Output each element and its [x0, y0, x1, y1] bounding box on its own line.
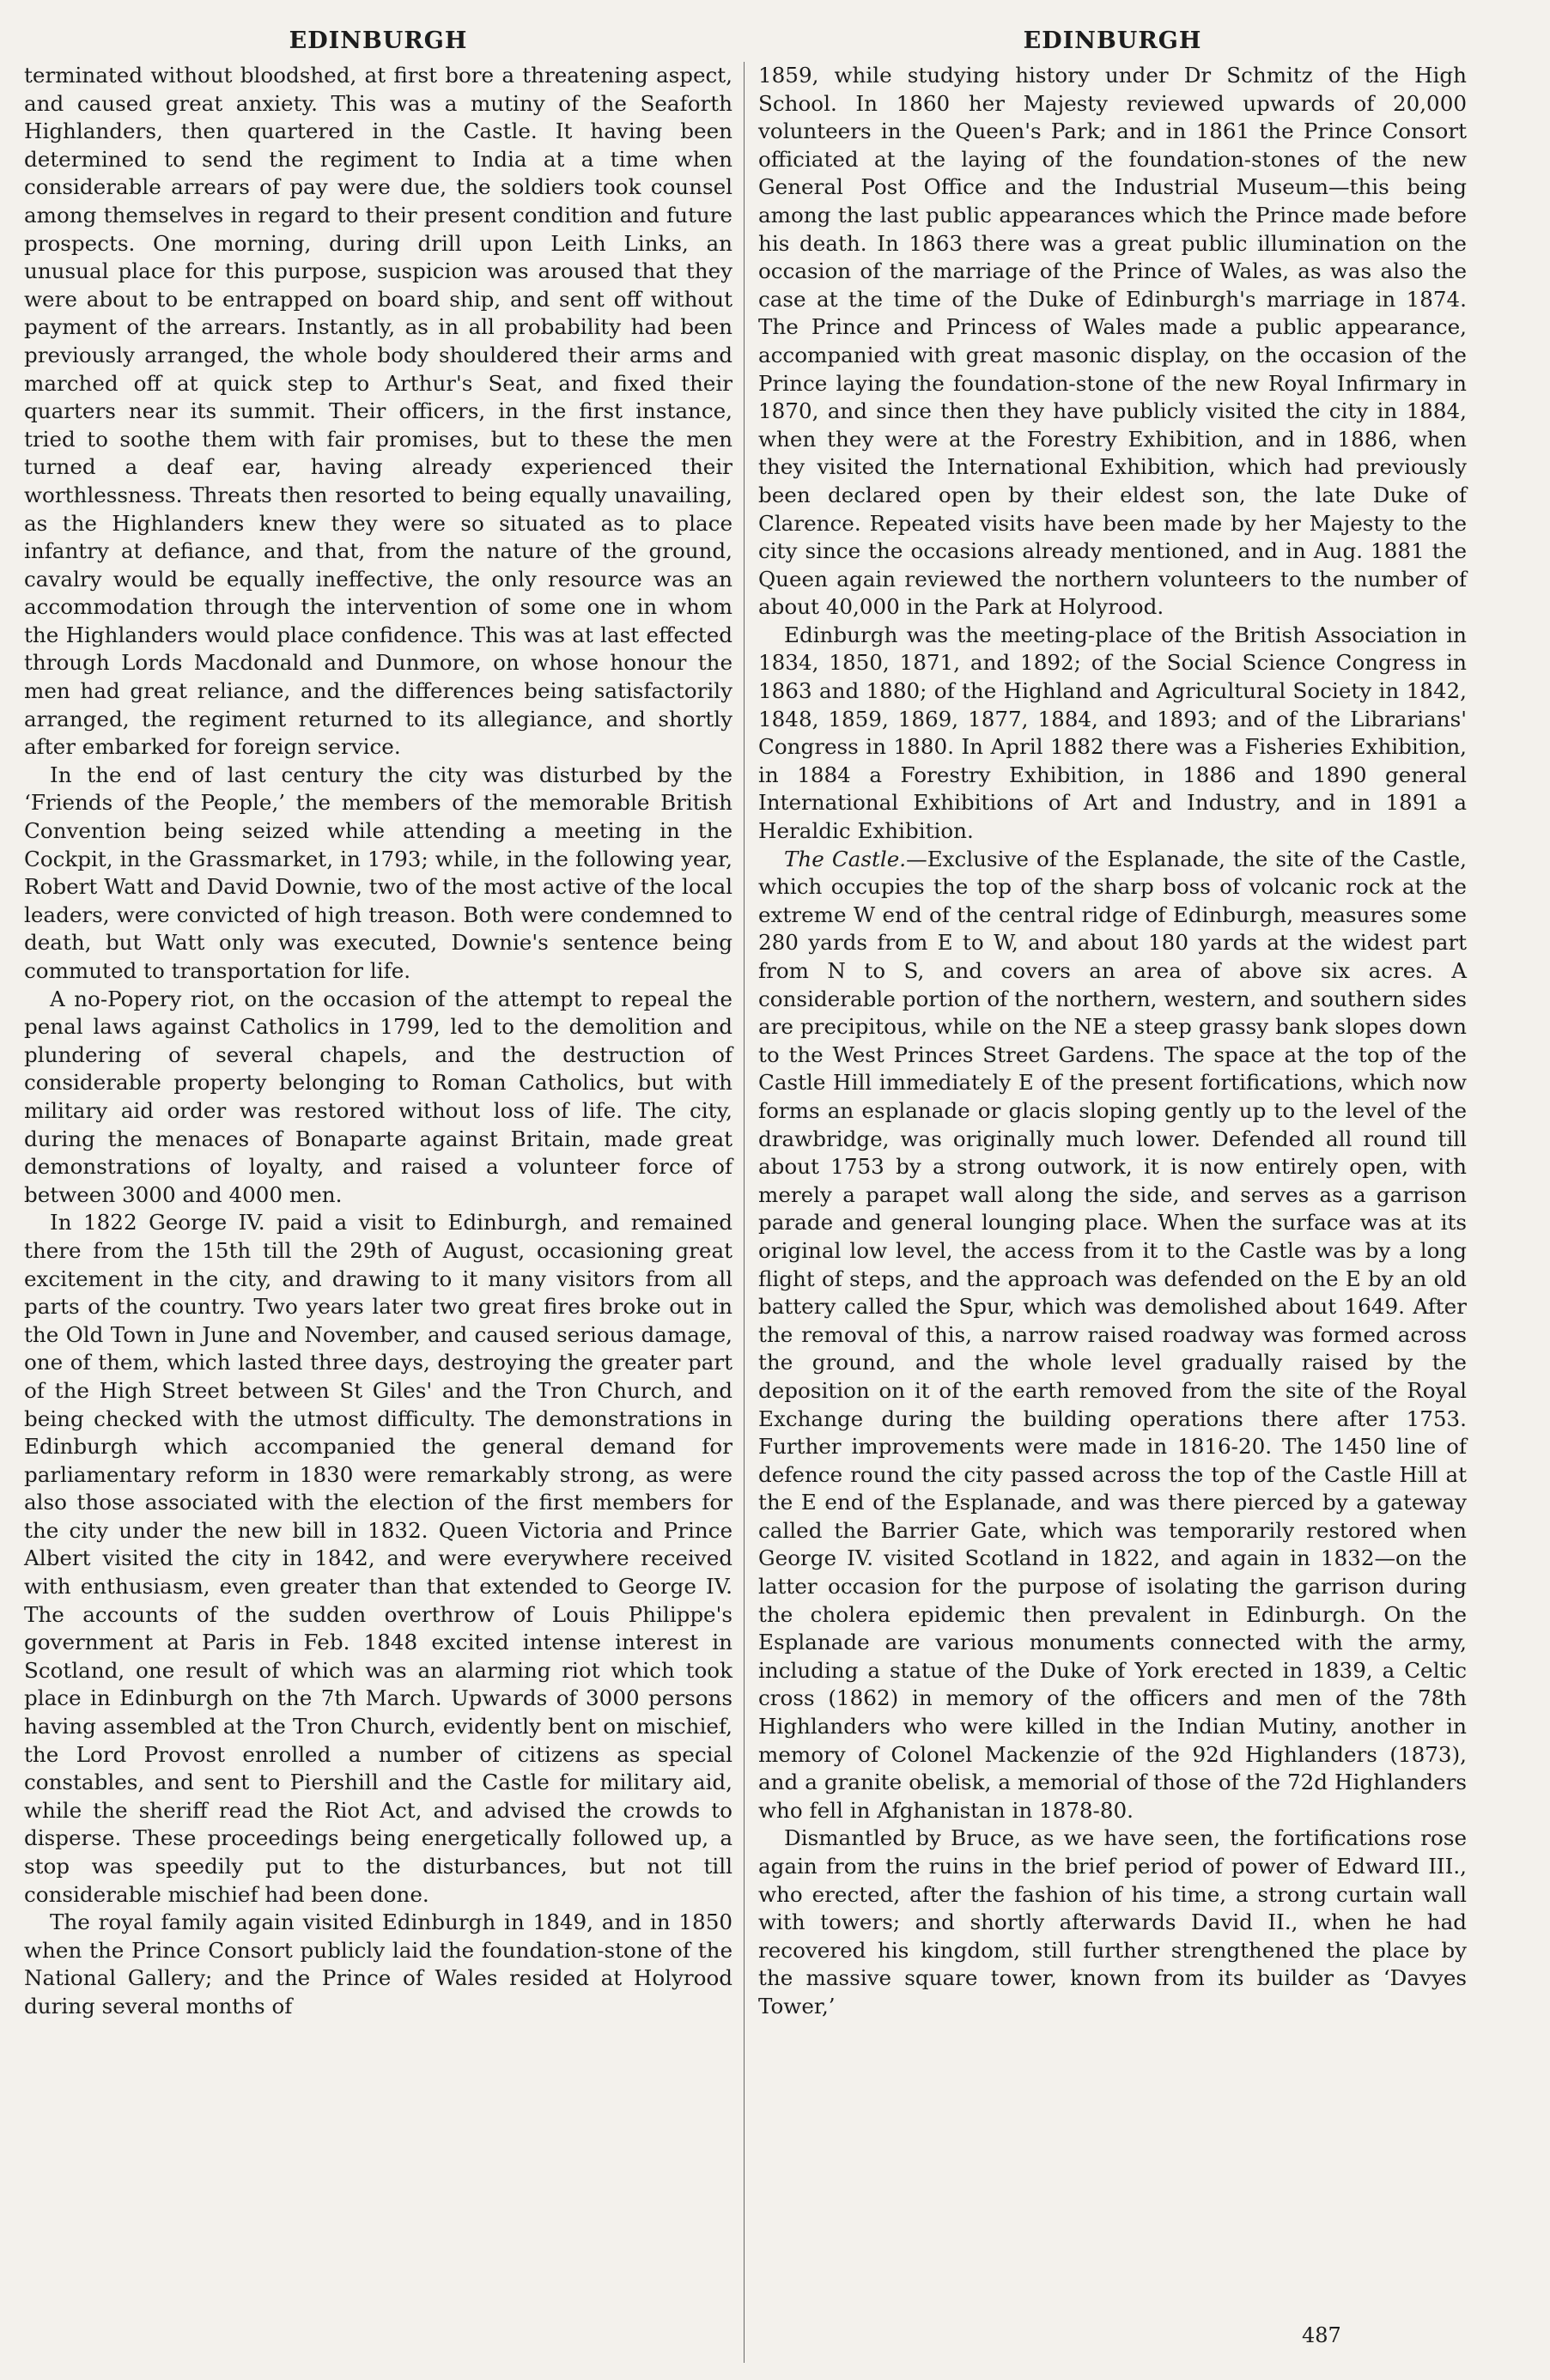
- paragraph: In 1822 George IV. paid a visit to Edinburgh, and remained there from the 15th till the 29th of August, occasioning great excitement in the city, and drawing to it many visitors from all parts of the country. Two years later two great fires broke out in the Old Town in June and November, and caused serious damage, one of them, which lasted three days, destroying the greater part of the High Street between St Giles' and the Tron Church, and being checked with the utmost difficulty. The demonstrations in Edinburgh which accompanied the general demand for parliamentary reform in 1830 were remarkably strong, as were also those associated with the election of the first members for the city under the new bill in 1832. Queen Victoria and Prince Albert visited the city in 1842, and were everywhere received with enthusiasm, even greater than that extended to George IV. The accounts of the sudden overthrow of Louis Philippe's government at Paris in Feb. 1848 excited intense interest in Scotland, one result of which was an alarming riot which took place in Edinburgh on the 7th March. Upwards of 3000 persons having assembled at the Tron Church, evidently bent on mischief, the Lord Provost enrolled a number of citizens as special constables, and sent to Piershill and the Castle for military aid, while the sheriff read the Riot Act, and advised the crowds to disperse. These proceedings being energetically followed up, a stop was speedily put to the disturbances, but not till considerable mischief had been done.: [24, 1210, 732, 1907]
- paragraph: Edinburgh was the meeting-place of the British Association in 1834, 1850, 1871, and 1892; of the Social Science Congress in 1863 and 1880; of the Highland and Agricultural Society in 1842, 1848, 1859, 1869, 1877, 1884, and 1893; and of the Librarians' Congress in 1880. In April 1882 there was a Fisheries Exhibition, in 1884 a Forestry Exhibition, in 1886 and 1890 general International Exhibitions of Art and Industry, and in 1891 a Heraldic Exhibition.: [758, 622, 1467, 844]
- paragraph: The royal family again visited Edinburgh in 1849, and in 1850 when the Prince Consort publicly laid the foundation-stone of the National Gallery; and the Prince of Wales resided at Holyrood during several months of: [24, 1909, 732, 2019]
- paragraph: In the end of last century the city was disturbed by the ‘Friends of the People,’ the members of the memorable British Convention being seized while attending a meeting in the Cockpit, in the Grassmarket, in 1793; while, in the following year, Robert Watt and David Downie, two of the most active of the local leaders, were convicted of high treason. Both were condemned to death, but Watt only was executed, Downie's sentence being commuted to transportation for life.: [24, 762, 732, 983]
- paragraph: terminated without bloodshed, at first bore a threatening aspect, and caused great anxiety. This was a mutiny of the Seaforth Highlanders, then quartered in the Castle. It having been determined to send the regiment to India at a time when considerable arrears of pay were due, the soldiers took counsel among themselves in regard to their present condition and future prospects. One morning, during drill upon Leith Links, an unusual place for this purpose, suspicion was aroused that they were about to be entrapped on board ship, and sent off without payment of the arrears. Instantly, as in all probability had been previously arranged, the whole body shouldered their arms and marched off at quick step to Arthur's Seat, and fixed their quarters near its summit. Their officers, in the first instance, tried to soothe them with fair promises, but to these the men turned a deaf ear, having already experienced their worthlessness. Threats then resorted to being equally unavailing, as the Highlanders knew they were so situated as to place infantry at defiance, and that, from the nature of the ground, cavalry would be equally ineffective, the only resource was an accommodation through the intervention of some one in whom the Highlanders would place confidence. This was at last effected through Lords Macdonald and Dunmore, on whose honour the men had great reliance, and the differences being satisfactorily arranged, the regiment returned to its allegiance, and shortly after embarked for foreign service.: [24, 63, 732, 760]
- left-column: [24, 24, 732, 2021]
- castle-paragraph: [758, 846, 1467, 1825]
- column-divider: [744, 62, 745, 2363]
- paragraph: 1859, while studying history under Dr Schmitz of the High School. In 1860 her Majesty reviewed upwards of 20,000 volunteers in the Queen's Park; and in 1861 the Prince Consort officiated at the laying of the foundation-stones of the new General Post Office and the Industrial Museum—this being among the last public appearances which the Prince made before his death. In 1863 there was a great public illumination on the occasion of the marriage of the Prince of Wales, as was also the case at the time of the Duke of Edinburgh's marriage in 1874. The Prince and Princess of Wales made a public appearance, accompanied with great masonic display, on the occasion of the Prince laying the foundation-stone of the new Royal Infirmary in 1870, and since then they have publicly visited the city in 1884, when they were at the Forestry Exhibition, and in 1886, when they visited the International Exhibition, which had previously been declared open by their eldest son, the late Duke of Clarence. Repeated visits have been made by her Majesty to the city since the occasions already mentioned, and in Aug. 1881 the Queen again reviewed the northern volunteers to the number of about 40,000 in the Park at Holyrood.: [758, 63, 1467, 620]
- left-column-text: [24, 62, 732, 2021]
- paragraph: A no-Popery riot, on the occasion of the attempt to repeal the penal laws against Catholics in 1799, led to the demolition and plundering of several chapels, and the destruction of considerable property belonging to Roman Catholics, but with military aid order was restored without loss of life. The city, during the menaces of Bonaparte against Britain, made great demonstrations of loyalty, and raised a volunteer force of between 3000 and 4000 men.: [24, 986, 732, 1207]
- paragraph: Dismantled by Bruce, as we have seen, the fortifications rose again from the ruins in the brief period of power of Edward III., who erected, after the fashion of his time, a strong curtain wall with towers; and shortly afterwards David II., when he had recovered his kingdom, still further strengthened the place by the massive square tower, known from its builder as ‘Davyes Tower,’: [758, 1825, 1467, 2019]
- running-head-left: EDINBURGH: [289, 27, 468, 54]
- running-head-right: EDINBURGH: [1023, 27, 1202, 54]
- right-column: [758, 24, 1467, 2021]
- castle-heading: The Castle.: [784, 846, 907, 871]
- right-column-text: [758, 62, 1467, 2021]
- castle-text: —Exclusive of the Esplanade, the site of the Castle, which occupies the top of the sharp boss of volcanic rock at the extreme W end of the central ridge of Edinburgh, measures some 280 yards from E to W, and about 180 yards at the widest part from N to S, and covers an area of above six acres. A considerable portion of the northern, western, and southern sides are precipitous, while on the NE a steep grassy bank slopes down to the West Princes Street Gardens. The space at the top of the Castle Hill immediately E of the present fortifications, which now forms an esplanade or glacis sloping gently up to the level of the drawbridge, was originally much lower. Defended all round till about 1753 by a strong outwork, it is now entirely open, with merely a parapet wall along the side, and serves as a garrison parade and general lounging place. When the surface was at its original low level, the access from it to the Castle was by a long flight of steps, and the approach was defended on the E by an old battery called the Spur, which was demolished about 1649. After the removal of this, a narrow raised roadway was formed across the ground, and the whole level gradually raised by the deposition on it of the earth removed from the site of the Royal Exchange during the building operations there after 1753. Further improvements were made in 1816-20. The 1450 line of defence round the city passed across the top of the Castle Hill at the E end of the Esplanade, and was there pierced by a gateway called the Barrier Gate, which was temporarily restored when George IV. visited Scotland in 1822, and again in 1832—on the latter occasion for the purpose of isolating the garrison during the cholera epidemic then prevalent in Edinburgh. On the Esplanade are various monuments connected with the army, including a statue of the Duke of York erected in 1839, a Celtic cross (1862) in memory of the officers and men of the 78th Highlanders who were killed in the Indian Mutiny, another in memory of Colonel Mackenzie of the 92d Highlanders (1873), and a granite obelisk, a memorial of those of the 72d Highlanders who fell in Afghanistan in 1878-80.: [758, 846, 1467, 1823]
- page-number: 487: [1302, 2323, 1341, 2347]
